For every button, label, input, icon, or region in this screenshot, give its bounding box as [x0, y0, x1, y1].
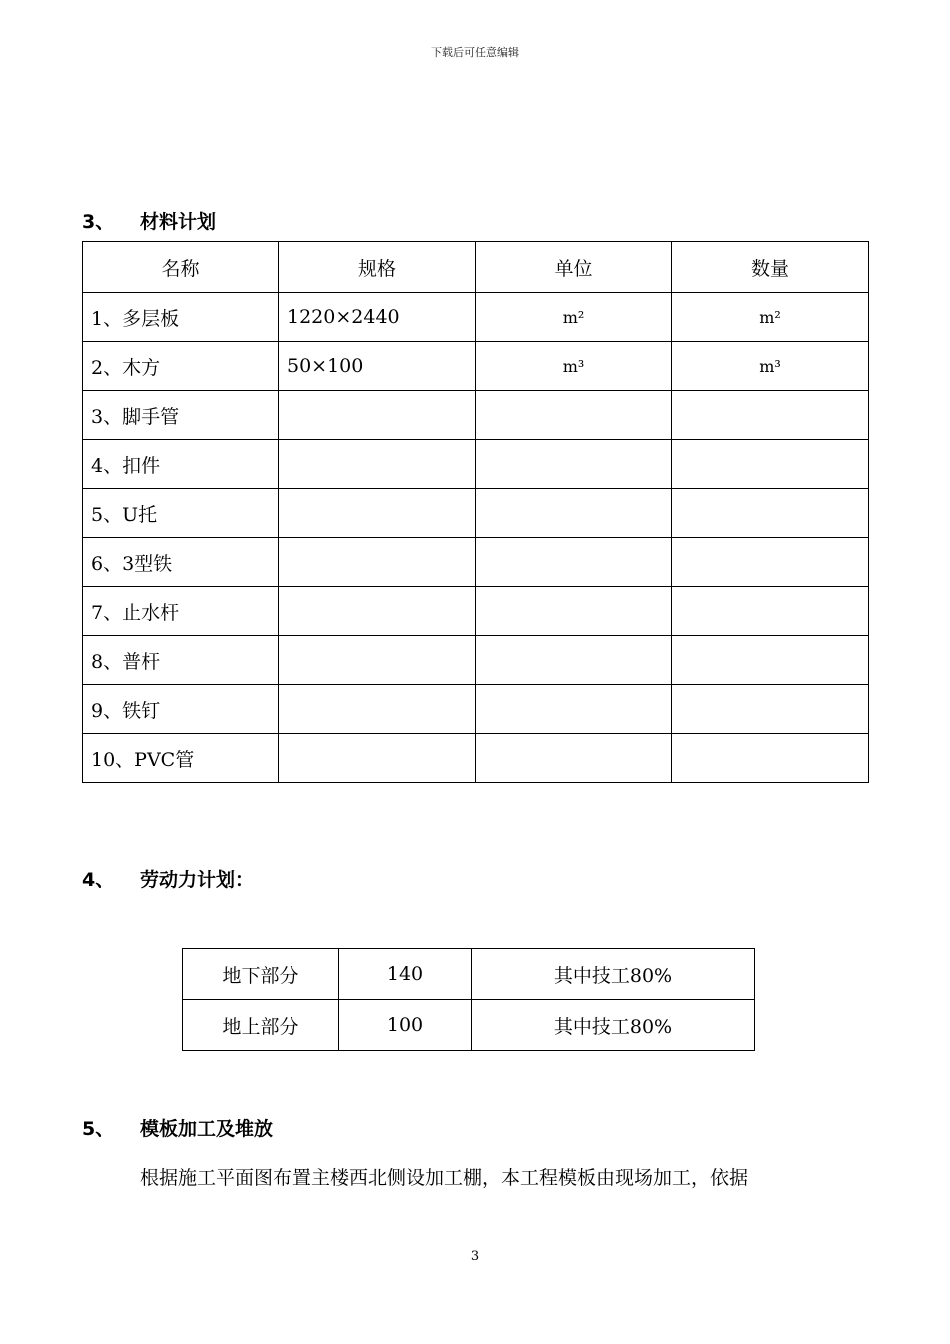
material-spec: [279, 440, 476, 489]
material-name: 9、铁钉: [83, 685, 279, 734]
material-spec: [279, 734, 476, 783]
labor-part: 地上部分: [183, 1000, 339, 1051]
material-quantity: m³: [672, 342, 869, 391]
material-unit: m²: [476, 293, 672, 342]
page-number: 3: [470, 1249, 480, 1264]
material-name: 1、多层板: [83, 293, 279, 342]
header-note: 下载后可任意编辑: [431, 46, 519, 59]
material-quantity: [672, 587, 869, 636]
material-name: 10、PVC管: [83, 734, 279, 783]
table-header-row: [83, 242, 869, 293]
section-title: 劳动力计划：: [140, 869, 255, 891]
column-header-spec: 规格: [279, 242, 476, 293]
material-spec: [279, 636, 476, 685]
material-unit: [476, 636, 672, 685]
labor-table: [182, 948, 755, 1051]
materials-table: [82, 241, 869, 783]
material-name: 3、脚手管: [83, 391, 279, 440]
table-row: [83, 391, 869, 440]
material-name: 7、止水杆: [83, 587, 279, 636]
material-name: 4、扣件: [83, 440, 279, 489]
material-quantity: [672, 538, 869, 587]
labor-note: 其中技工80%: [472, 1000, 755, 1051]
material-spec: [279, 489, 476, 538]
section-number: 5、: [82, 1118, 115, 1140]
section5-paragraph: 根据施工平面图布置主楼西北侧设加工棚，本工程模板由现场加工，依据: [140, 1167, 749, 1189]
table-row: [83, 587, 869, 636]
material-unit: m³: [476, 342, 672, 391]
material-unit: [476, 440, 672, 489]
section-heading-labor: [82, 865, 254, 892]
material-unit: [476, 734, 672, 783]
column-header-unit: 单位: [476, 242, 672, 293]
material-name: 2、木方: [83, 342, 279, 391]
table-row: [83, 734, 869, 783]
material-unit: [476, 587, 672, 636]
material-spec: 1220×2440: [279, 293, 476, 342]
material-unit: [476, 538, 672, 587]
material-quantity: m²: [672, 293, 869, 342]
table-row: [83, 538, 869, 587]
labor-part: 地下部分: [183, 949, 339, 1000]
material-unit: [476, 685, 672, 734]
section-number: 4、: [82, 869, 115, 891]
table-row: [83, 342, 869, 391]
section-heading-materials: [82, 207, 216, 234]
material-quantity: [672, 636, 869, 685]
material-quantity: [672, 440, 869, 489]
labor-count: 140: [339, 949, 472, 1000]
section-title: 材料计划: [140, 211, 217, 233]
material-name: 8、普杆: [83, 636, 279, 685]
material-quantity: [672, 685, 869, 734]
material-spec: [279, 391, 476, 440]
section-heading-formwork: [82, 1114, 273, 1141]
material-unit: [476, 489, 672, 538]
table-row: [183, 949, 755, 1000]
table-row: [183, 1000, 755, 1051]
material-quantity: [672, 734, 869, 783]
column-header-quantity: 数量: [672, 242, 869, 293]
table-row: [83, 685, 869, 734]
section-number: 3、: [82, 211, 115, 233]
table-row: [83, 440, 869, 489]
material-spec: [279, 587, 476, 636]
material-spec: [279, 538, 476, 587]
material-quantity: [672, 489, 869, 538]
table-row: [83, 636, 869, 685]
section-title: 模板加工及堆放: [140, 1118, 274, 1140]
labor-count: 100: [339, 1000, 472, 1051]
material-unit: [476, 391, 672, 440]
material-name: 6、3型铁: [83, 538, 279, 587]
table-row: [83, 489, 869, 538]
table-row: [83, 293, 869, 342]
material-spec: 50×100: [279, 342, 476, 391]
labor-note: 其中技工80%: [472, 949, 755, 1000]
column-header-name: 名称: [83, 242, 279, 293]
material-name: 5、U托: [83, 489, 279, 538]
material-spec: [279, 685, 476, 734]
material-quantity: [672, 391, 869, 440]
